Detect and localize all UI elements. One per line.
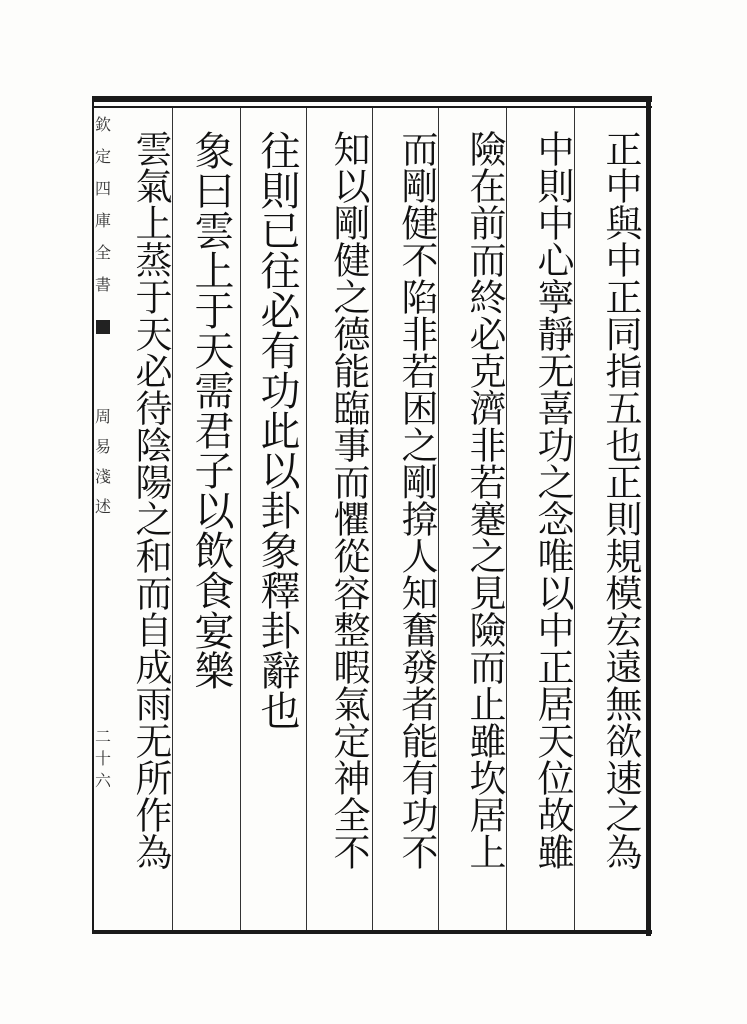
margin-page-char: 十: [94, 749, 111, 768]
margin-title-char: 欽: [94, 115, 111, 134]
column-rule: [438, 108, 439, 930]
text-column-3: [448, 130, 504, 920]
frame-right-border: [646, 96, 651, 936]
text-column-5: [312, 130, 368, 920]
column-rule: [372, 108, 373, 930]
column-text: 中則中心寧靜无喜功之念唯以中正居天位故雖: [531, 130, 574, 870]
margin-title-char: 全: [94, 243, 111, 262]
column-text: 險在前而終必克濟非若蹇之見險而止雖坎居上: [463, 130, 506, 870]
column-rule: [506, 108, 507, 930]
column-rule: [240, 108, 241, 930]
column-rule: [306, 108, 307, 930]
column-text: 雲氣上蒸于天必待陰陽之和而自成雨无所作為: [129, 130, 172, 870]
text-column-7: [180, 130, 236, 920]
margin-book-char: 周: [94, 407, 111, 426]
column-rule: [172, 108, 173, 930]
margin-title-char: 庫: [94, 211, 111, 230]
column-text: 正中與中正同指五也正則規模宏遠無欲速之為: [599, 130, 642, 870]
text-column-1: [584, 130, 640, 920]
text-column-4: [380, 130, 436, 920]
frame-top-border: [92, 96, 652, 102]
text-column-2: [516, 130, 572, 920]
text-column-8: [114, 130, 170, 920]
column-rule: [574, 108, 575, 930]
text-column-6: [246, 130, 302, 920]
column-text: 往則已往必有功此以卦象釋卦辭也: [254, 130, 300, 730]
margin-title-char: 四: [94, 179, 111, 198]
margin-book-char: 易: [94, 437, 111, 456]
frame-bottom-border: [92, 930, 652, 934]
margin-book-char: 淺: [94, 467, 111, 486]
column-text: 象曰雲上于天需君子以飲食宴樂: [188, 130, 234, 690]
margin-title-char: 定: [94, 147, 111, 166]
column-text: 知以剛健之德能臨事而懼從容整暇氣定神全不: [327, 130, 370, 870]
column-text: 而剛健不陷非若困之剛揜人知奮發者能有功不: [395, 130, 438, 870]
margin-book-char: 述: [94, 497, 111, 516]
page-margin-strip: [94, 108, 112, 930]
fish-tail-mark: [96, 320, 110, 334]
margin-title-char: 書: [94, 275, 111, 294]
margin-page-char: 六: [94, 771, 111, 790]
margin-page-char: 二: [94, 727, 111, 746]
